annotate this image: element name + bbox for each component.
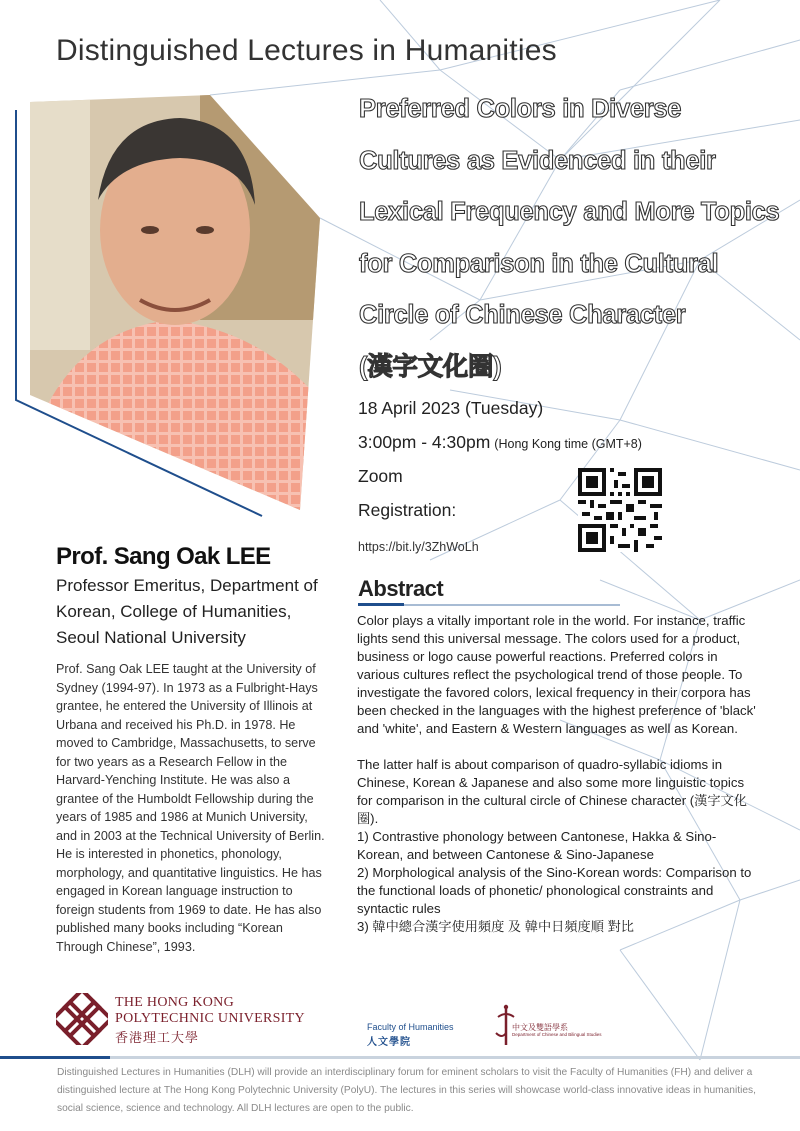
lecture-title-line: Cultures as Evidenced in their: [359, 146, 716, 175]
polyu-name: [115, 995, 305, 1027]
polyu-logo: [56, 993, 108, 1045]
event-time-value: 3:00pm - 4:30pm: [358, 432, 491, 452]
lecture-title-line: Preferred Colors in Diverse: [359, 95, 682, 123]
abstract-heading: Abstract: [358, 576, 444, 601]
event-date: 18 April 2023 (Tuesday): [358, 398, 544, 418]
abstract-paragraph: Color plays a vitally important role in the world. For instance, traffic lights send this universal message. The colors used for a product, business or logo cause powerful reactions. Preferred colors in various cultures reflect the psychological trend of those people. To investigate the favored colors, lexical frequency in their corpora has been checked in the languages with the highest preference of 'black' and 'white', and Eastern & Western languages as well as Korean.: [357, 613, 756, 736]
cbs-department-name-en: Department of Chinese and Bilingual Studies: [512, 1032, 602, 1037]
speaker-bio: Prof. Sang Oak LEE taught at the University of Sydney (1994-97). In 1973 as a Fulbright-Hays grantee, he entered the University of Illinois at Urbana and received his Ph.D. in 1978. He moved to Cambridge, Massachusetts, to serve for two years as a Research Fellow in the Harvard-Yenching Institute. He was also a grantee of the Humboldt Fellowship during the years of 1985 and 1986 at Munich University, and in 2003 at the Technical University of Berlin. He is interested in phonetics, phonology, morphology, and quantitative linguistics. He has engaged in Korean language instruction to foreign students from 1969 to date. He has also published many books including “Korean Through Chinese”, 1993.: [56, 662, 325, 954]
event-time: [358, 432, 642, 453]
footer-divider: [0, 1056, 800, 1059]
abstract-list-item: 1) Contrastive phonology between Cantonese, Hakka & Sino-Korean, and between Cantonese & Sino-Japanese: [357, 829, 717, 862]
abstract-body: [357, 612, 757, 936]
speaker-photo: [0, 90, 340, 520]
lecture-title-line: for Comparison in the Cultural: [359, 249, 719, 278]
event-venue: Zoom: [358, 466, 403, 486]
footer-text: Distinguished Lectures in Humanities (DLH) will provide an interdisciplinary forum for eminent scholars to visit the Faculty of Humanities (FH) and deliver a distinguished lecture at The Hong Kong Polytechnic University (PolyU). The lectures in this series will showcase world-class innovative ideas in humanities, social science, science and technology. All DLH lectures are open to the public.: [57, 1067, 756, 1114]
polyu-name-line1: THE HONG KONG: [115, 995, 234, 1010]
faculty-name-en: Faculty of Humanities: [367, 1022, 454, 1032]
lecture-title-line: (漢字文化圈): [359, 352, 502, 381]
speaker-name: Prof. Sang Oak LEE: [56, 543, 271, 570]
registration-link[interactable]: https://bit.ly/3ZhWoLh: [358, 540, 479, 554]
abstract-list-item: 3) 韓中總合漢字使用頻度 及 韓中日頻度順 對比: [357, 919, 634, 934]
registration-label: Registration:: [358, 500, 457, 520]
abstract-divider: [358, 604, 620, 606]
lecture-title-line: Circle of Chinese Character: [359, 301, 686, 329]
registration-qr-code[interactable]: [578, 468, 662, 552]
speaker-affiliation: Professor Emeritus, Department of Korean, College of Humanities, Seoul National University: [56, 576, 318, 647]
abstract-list-item: 2) Morphological analysis of the Sino-Korean words: Comparison to the functional loads of phonetic/ phonological constraints and syntactic rules: [357, 865, 752, 916]
abstract-paragraph: The latter half is about comparison of quadro-syllabic idioms in Chinese, Korean & Japanese and also some more linguistic topics for comparison in the cultural circle of Chinese character (漢字文化圈).: [357, 757, 747, 826]
event-timezone: (Hong Kong time (GMT+8): [494, 437, 642, 451]
lecture-title: [359, 84, 779, 393]
cbs-department-name-zh: 中文及雙語學系: [512, 1023, 568, 1032]
faculty-name-zh: 人文學院: [367, 1037, 411, 1048]
series-title: Distinguished Lectures in Humanities: [56, 34, 557, 67]
polyu-chinese-name: 香港理工大學: [115, 1030, 200, 1045]
polyu-name-line2: POLYTECHNIC UNIVERSITY: [115, 1011, 305, 1026]
lecture-title-line: Lexical Frequency and More Topics: [359, 198, 780, 226]
